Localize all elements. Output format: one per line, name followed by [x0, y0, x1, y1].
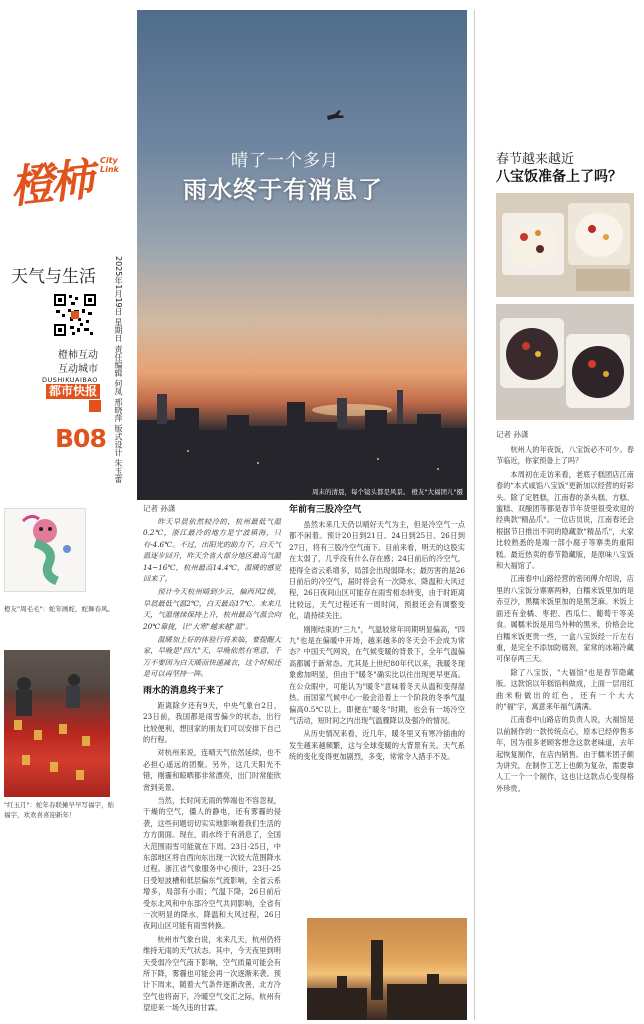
qr-caption-1: 橙柿互动	[58, 350, 98, 361]
logo-text: 橙柿	[7, 154, 93, 214]
sunset-photo	[307, 918, 467, 1020]
divider-rule	[474, 10, 475, 1020]
paragraph: 温暖加上好的体验行将来临，要提醒大家，早晚是"四九"天，早晚依然有寒意，千万不要因为白天暖而快速减衣，这个时候还是可以再坚持一阵。	[143, 635, 281, 679]
rice-pudding-photo-2	[496, 304, 634, 420]
subheading-cold-air: 年前有三股冷空气	[289, 505, 362, 515]
paragraph: 距离除夕还有9天，中央气象台2日，23日前，我国都是雨雪偏少的状态，出行比较便利，想回家的朋友们可以安排下自己的行程。	[143, 700, 281, 744]
rice-pudding-photo-1	[496, 193, 634, 297]
paragraph: 预计今天杭州晴到少云，偏西风2级，早晨最低气温2℃，白天最高17℃。未来几天，气温继续保持上升，杭州最高气温会向20℃靠拢，让"大寒"越来越"温"。	[143, 587, 281, 631]
sidebar-byline: 记者 孙潇	[496, 430, 529, 439]
paragraph: 从历史情况来看，近几年，暖冬里又有寒冷插曲的发生越来越频繁，这与全球变暖的大背景有关。天气系统的变化变得更加剧烈，多变，常常令人措手不及。	[289, 729, 465, 762]
article-column-1	[143, 516, 281, 1016]
masthead	[0, 0, 135, 520]
market-caption: "红玉月"：蛇年春联摊早早写福字，贴福字，欢欢喜喜迎新年！	[4, 801, 114, 819]
brand-name: 都市快报	[46, 384, 100, 399]
date-line: 2025年1月19日 星期日 责任编辑 何凤 邢晓萍 版式设计 朱玉蕾	[114, 256, 123, 483]
paragraph: 江南春中山路经营的密闭傅介绍说，店里的八宝饭分寨寨两种，白糯米饭里加的是赤豆沙，黑糯米饭里加的是黑芝麻。米饭上面还有金橘、枣把、西瓜仁、葡萄干等美食。属糯米饭是用鸟外种的黑米，价格会比白糯米饭更贵一些，一盒八宝饭经一斤左右重，是完全不添加防腐剂，家常的冰箱冷藏可保存两三天。	[496, 574, 634, 664]
brand-pinyin: DUSHIKUAIBAO	[42, 376, 98, 384]
paragraph: 江南春中山路店的负责人说，大福馆是以前制作的一款传统点心，原本已经停售多年，因为很多老顾客想念这款老味道，去年起恢复制作，在店内销售。由于糯米团子颇为讲究，在制作工艺上也颇为复杂，需要靠人工一个一个制作，这也让这款点心变得格外珍贵。	[496, 715, 634, 793]
market-photo	[4, 650, 110, 797]
sidebar-kicker: 春节越来越近	[496, 152, 575, 167]
hero-subtitle: 晴了一个多月	[231, 151, 339, 171]
qr-code[interactable]	[52, 292, 98, 338]
hero-caption: 周末的清晨，每个镜头都是风景。 橙友"大福团儿"摄	[311, 488, 463, 496]
sidebar-title: 八宝饭准备上了吗？	[496, 169, 622, 185]
snake-caption: 橙友"周毛毛"：蛇年画蛇，蛇舞春风。	[4, 605, 114, 613]
sidebar-body	[496, 444, 634, 1020]
hero-title: 雨水终于有消息了	[183, 176, 383, 204]
hero-photo	[137, 10, 467, 500]
paragraph: 本周初在走访来看，老底子糕团店江南春的"本式咸馅八宝饭"更新加以经营的好彩头。除了定胜糕，江南春的条头糕、方糕、蜜糕、双酿团等都是春节年货里很受欢迎的经典款"精品爪"。一位店员说，江南春还会根据节日推出不同的隐藏款"精品爪"，大家比较熟悉的是端一部小腐子等寨类的重阳糕。最近热卖的春节隐藏版，是原味八宝饭和大福馆了。	[496, 469, 634, 571]
paragraph: 虽然未来几天仍以晴好天气为主，但是冷空气一点都不闲着。预计20日到21日、24日到25日、26日到27日，将有三股冷空气南下。目前来看，明天的这股实在太弱了，几乎没有什么存在感；24日前后的冷空气，使得全省云系增多，局部会出现弱降水；最厉害的是26日前后的冷空气，届时将会有一次降水、降温和大风过程，26日夜间山区可能存在雨雪相态转变，由于时距离比较远，天气过程还有一周时间，预报还会有调整变化，请持续关注。	[289, 520, 465, 621]
paragraph: 刚刚结束的"三九"，气温较常年同期明显偏高，"四九"也是在偏暖中开场，越来越多的冬天会不会成为常态？中国天气网说，在气候变暖的背景下，全年气温偏高都属于新常态。尤其是上世纪80年代以来，我暖冬现象愈加明显，但由于"暖冬"确实比以往出现更早更高。在公众眼中，可能认为"暖冬"意味着冬天从温和变得湿热。而国家气候中心一般会沿着上一个阶段的冬季气温偏高0.5℃以上。即便在"暖冬"时期，也会有一场冷空气活动，短时间之内出现气温骤降以及强冷的情况。	[289, 624, 465, 725]
paragraph: 对杭州来说，连晴天气依然延续，也不必担心遥远的团聚。另外，这几天阳光不错，刚霾和晾晒都非常漂亮，出门时常能欣赏到美景。	[143, 748, 281, 792]
brand-mark	[89, 400, 101, 412]
section-title: 天气与生活	[11, 267, 96, 287]
article-column-2	[289, 503, 465, 913]
paragraph: 除了八宝饭，"大福馆"也是春节隐藏版。这款馆以年糕馅料做成，上面一层用红曲米粉做出的红色，还有一个大大的"福"字，寓意来年福气满满。	[496, 667, 634, 711]
logo-en: City Link	[100, 156, 119, 174]
paragraph: 杭州人的年夜饭，八宝饭必不可少。春节临近，你家预备上了吗？	[496, 445, 634, 466]
paragraph: 当然，长时间无雨的弊端也不容忽视，干燥的空气，僵人的静电，还有雾霾的侵袭，这些问题切切实实地影响着我们生活的方方面面。现在，雨水终于有消息了，全国大范围雨雪可能就在下周。23日-25日，中东部地区将自西向东出现一次较大范围降水过程。浙江省气象服务中心预计，23日-25日受短波槽和低层偏东气流影响，全省云系增多，局部有小雨；气温下降，26日前后受东北风和中东部冷空气共同影响，全省有一次明显的降水、降温和大风过程，26日夜间山区可能有雨雪转换。	[143, 795, 281, 931]
snake-drawing	[4, 508, 86, 592]
page-number: B08	[55, 424, 106, 453]
article-byline: 记者 孙潇	[143, 504, 176, 513]
logo	[7, 154, 119, 242]
subheading-rain: 雨水的消息终于来了	[143, 685, 225, 696]
paragraph: 杭州市气象台说，未来几天，杭州仍将维持无雨的天气状态。其中，今天夜里到明天受弱冷空气南下影响，空气质量可能会有所下降，雾霾也可能会再一次逐渐来袭。预计下周末，随着大气条件逐渐改善，北方冷空气也将南下，冷暖空气交汇之际，杭州有望迎来一场久违的甘霖。	[143, 934, 281, 1013]
paragraph: 昨天早晨依然较冷的，杭州最低气温0.2℃，浙江最冷的地方是宁波镇海，只有-4.6℃。不过，出阳光的助力下，白天气温逐步回升，昨天全省大部分地区最高气温14~16℃，杭州最高14.4℃，温暖的感觉回来了。	[143, 517, 281, 584]
qr-caption-2: 互动城市	[58, 364, 98, 375]
